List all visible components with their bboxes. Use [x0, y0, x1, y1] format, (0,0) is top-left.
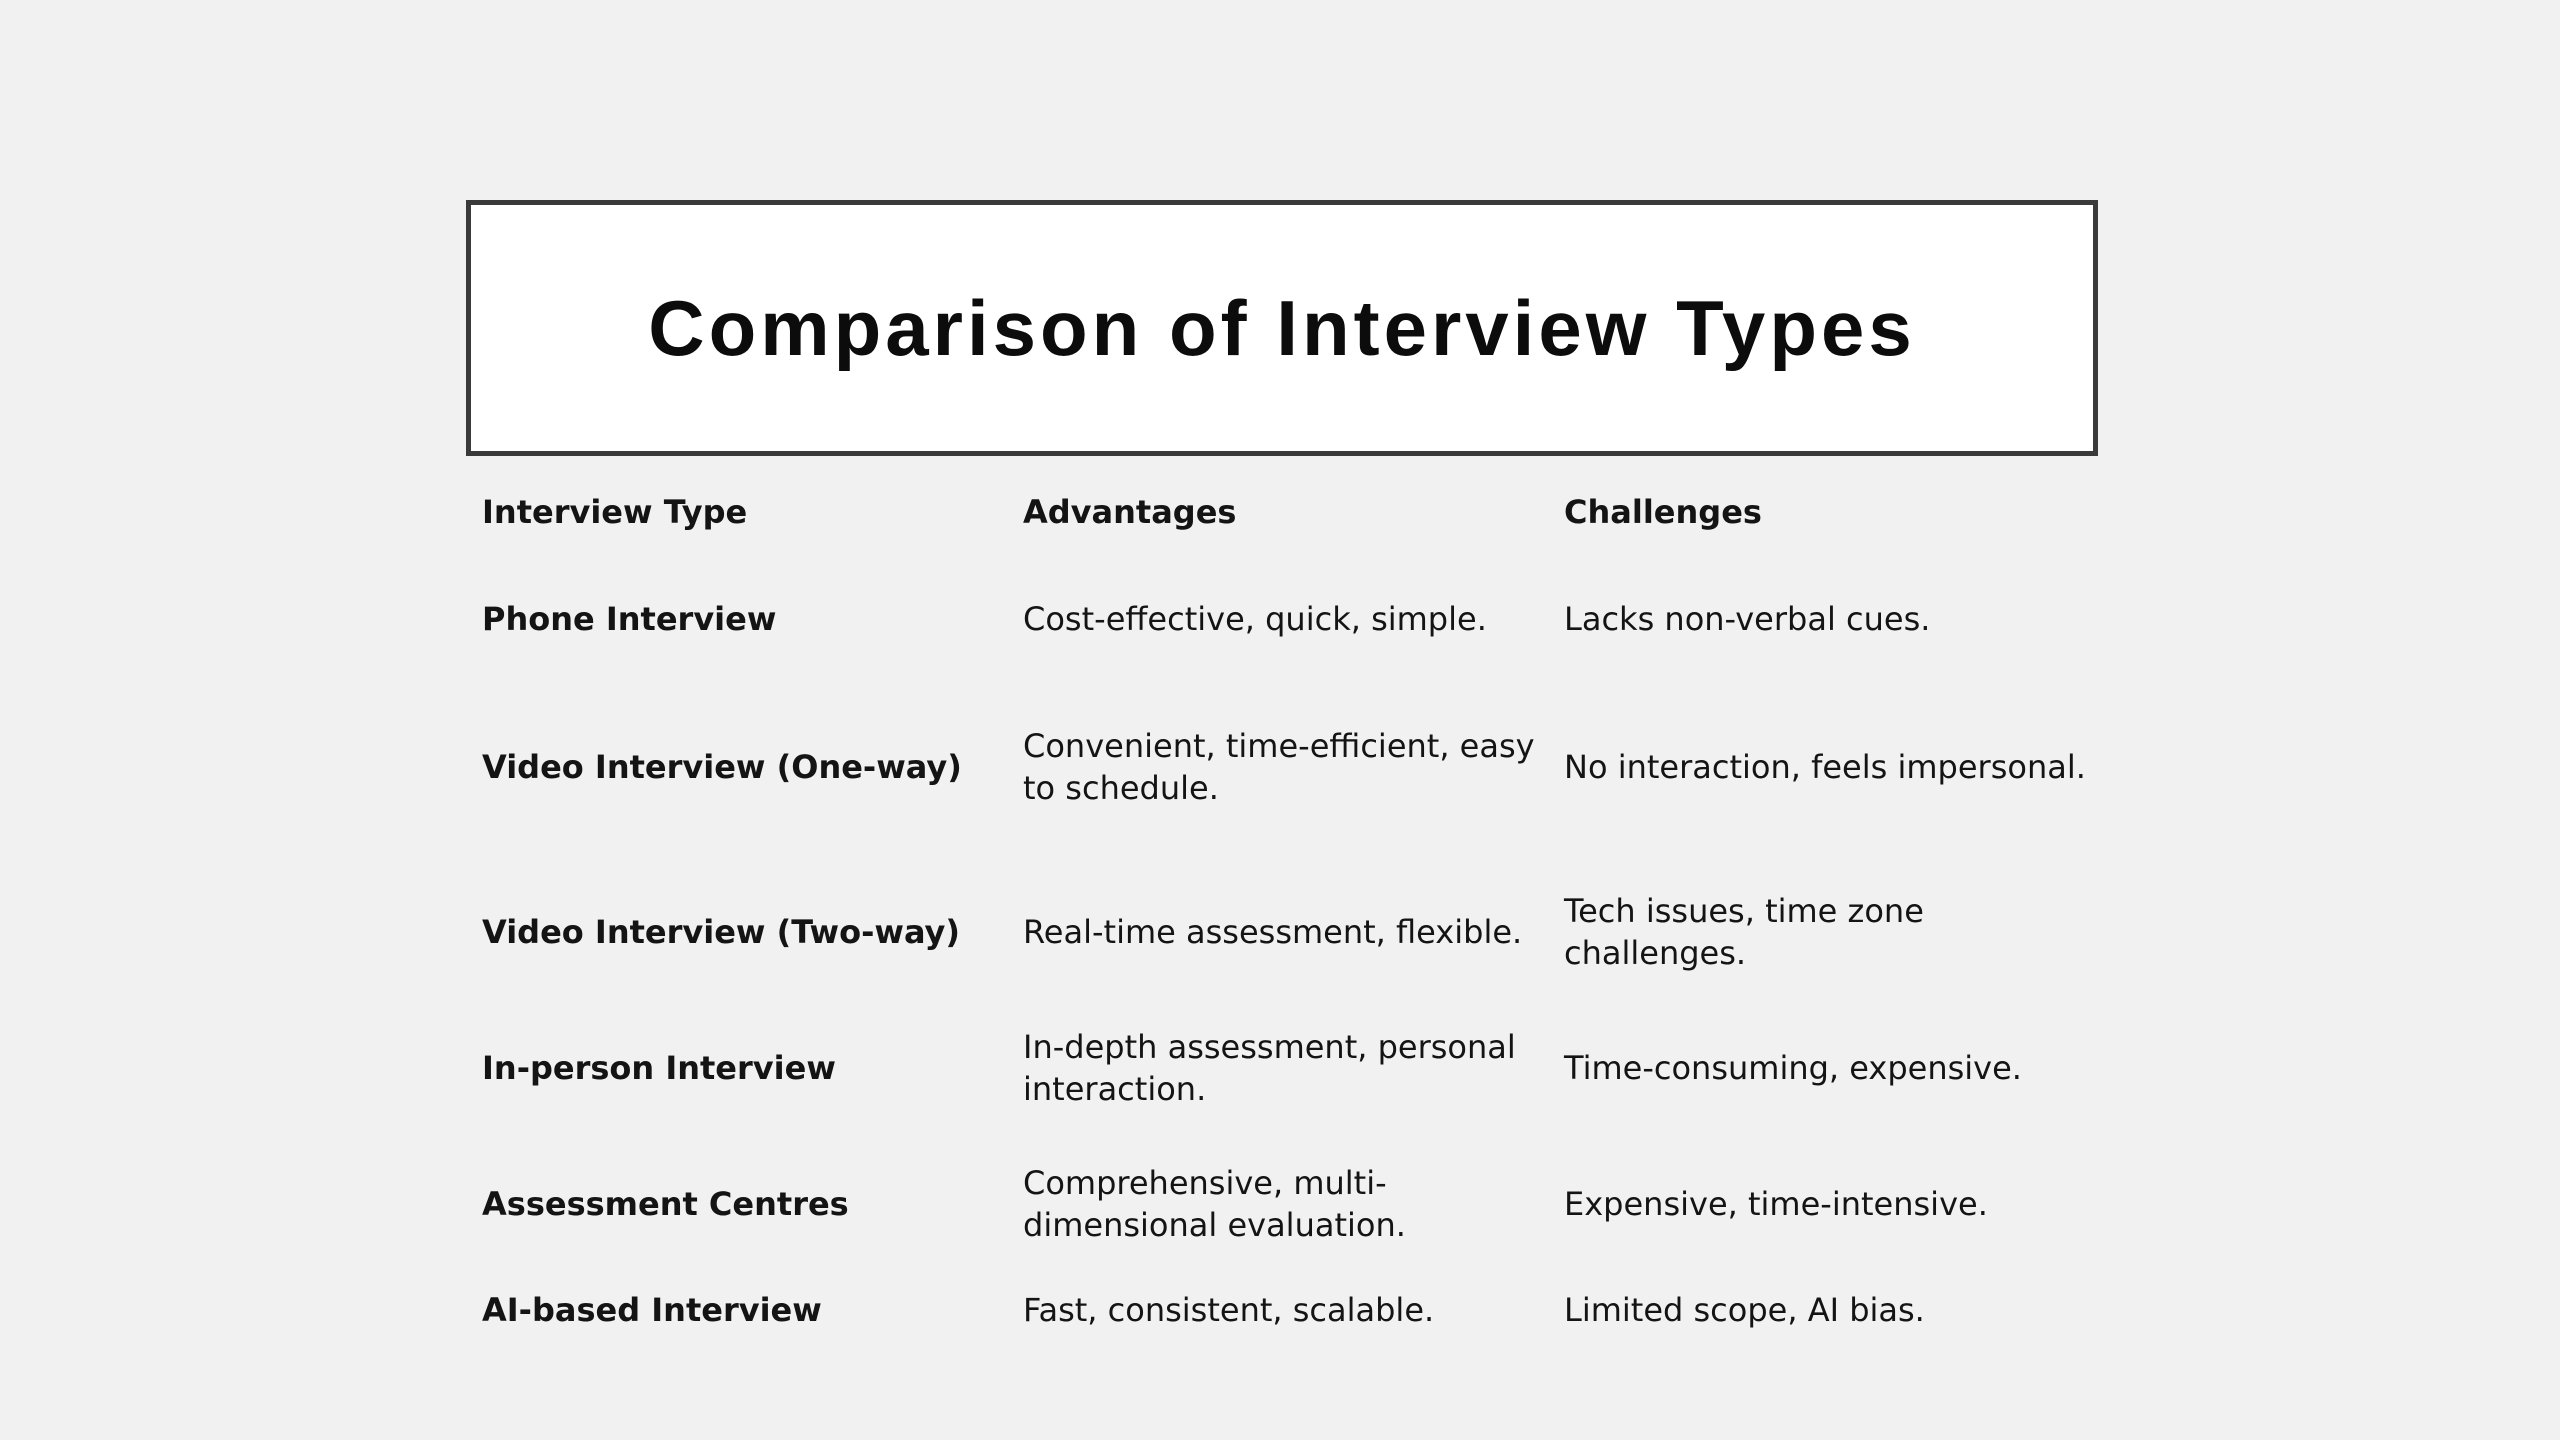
row-advantages: Comprehensive, multi-dimensional evaluation. — [1023, 1164, 1406, 1244]
header-interview-type: Interview Type — [482, 493, 748, 531]
row-interview-type: In-person Interview — [482, 1049, 836, 1087]
row-interview-type: Video Interview (One-way) — [482, 748, 962, 786]
slide-title: Comparison of Interview Types — [648, 283, 1916, 372]
table-row — [482, 1026, 2102, 1110]
row-advantages: Convenient, time-efficient, easy to schedule. — [1023, 727, 1535, 807]
row-challenges: Expensive, time-intensive. — [1564, 1185, 1988, 1223]
row-challenges: Lacks non-verbal cues. — [1564, 600, 1931, 638]
row-challenges: Time-consuming, expensive. — [1564, 1049, 2022, 1087]
header-challenges: Challenges — [1564, 493, 1762, 531]
title-box — [466, 200, 2098, 456]
table-row — [482, 725, 2102, 809]
row-interview-type: AI-based Interview — [482, 1291, 822, 1329]
table-row — [482, 587, 2102, 651]
row-advantages: Fast, consistent, scalable. — [1023, 1291, 1435, 1329]
header-advantages: Advantages — [1023, 493, 1237, 531]
table-row — [482, 1162, 2102, 1246]
table-header-row — [482, 480, 2102, 544]
table-row — [482, 1278, 2102, 1342]
row-challenges: Tech issues, time zone challenges. — [1564, 892, 1924, 972]
row-advantages: In-depth assessment, personal interaction. — [1023, 1028, 1516, 1108]
row-interview-type: Phone Interview — [482, 600, 777, 638]
row-challenges: No interaction, feels impersonal. — [1564, 748, 2086, 786]
row-advantages: Real-time assessment, flexible. — [1023, 913, 1523, 951]
row-challenges: Limited scope, AI bias. — [1564, 1291, 1925, 1329]
table-row — [482, 892, 2102, 972]
row-advantages: Cost-effective, quick, simple. — [1023, 600, 1487, 638]
comparison-table — [482, 470, 2102, 1390]
row-interview-type: Assessment Centres — [482, 1185, 849, 1223]
row-interview-type: Video Interview (Two-way) — [482, 913, 961, 951]
